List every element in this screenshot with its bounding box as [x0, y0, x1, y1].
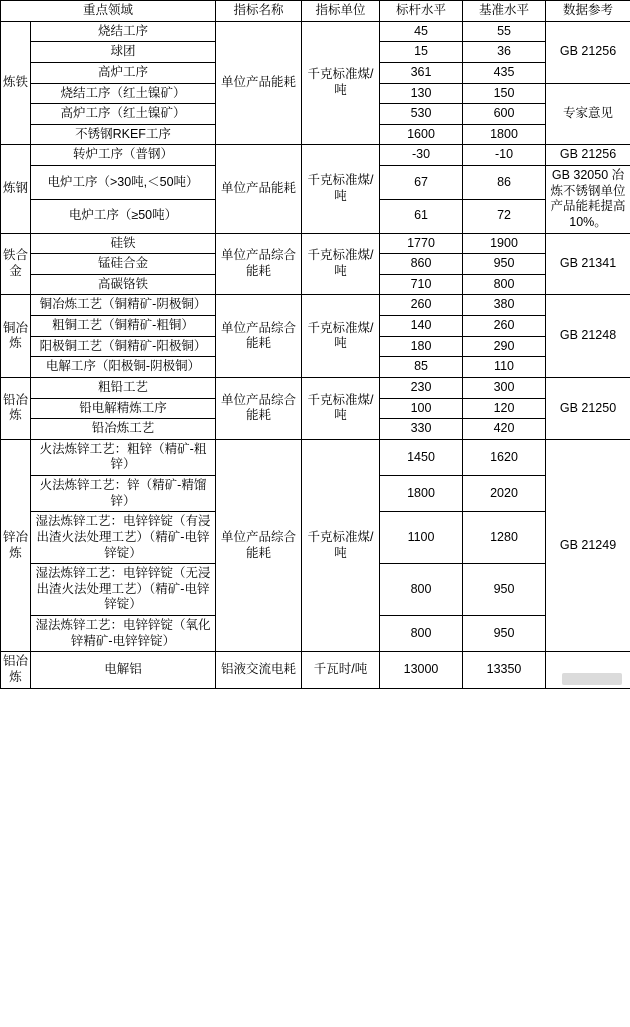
- category-cell: 炼钢: [1, 145, 31, 233]
- field-cell: 粗铅工艺: [31, 377, 216, 398]
- baseline-value-cell: 950: [463, 616, 546, 652]
- reference-cell: GB 21250: [546, 377, 630, 439]
- table-row: [1, 233, 630, 254]
- baseline-value-cell: 2020: [463, 476, 546, 512]
- benchmark-value-cell: 1800: [380, 476, 463, 512]
- field-cell: 电炉工序（>30吨,＜50吨）: [31, 166, 216, 200]
- baseline-value-cell: 86: [463, 166, 546, 200]
- metric-unit-cell: 千克标准煤/吨: [302, 21, 380, 145]
- category-cell: 铁合金: [1, 233, 31, 295]
- benchmark-value-cell: 800: [380, 564, 463, 616]
- field-cell: 高炉工序（红土镍矿）: [31, 104, 216, 125]
- field-cell: 电解工序（阳极铜-阴极铜）: [31, 357, 216, 378]
- reference-cell: GB 21341: [546, 233, 630, 295]
- field-cell: 烧结工序（红土镍矿）: [31, 83, 216, 104]
- benchmark-value-cell: 860: [380, 254, 463, 275]
- header-cell-benchmark: 标杆水平: [380, 1, 463, 22]
- table-row: [1, 652, 630, 688]
- table-row: [1, 21, 630, 42]
- field-cell: 球团: [31, 42, 216, 63]
- reference-cell: GB 32050 冶炼不锈钢单位产品能耗提高10%。: [546, 166, 630, 234]
- category-cell: 铝冶炼: [1, 652, 31, 688]
- field-cell: 火法炼锌工艺：锌（精矿-精馏锌）: [31, 476, 216, 512]
- field-cell: 铅电解精炼工序: [31, 398, 216, 419]
- baseline-value-cell: 950: [463, 564, 546, 616]
- field-cell: 粗铜工艺（铜精矿-粗铜）: [31, 316, 216, 337]
- metric-name-cell: 铝液交流电耗: [216, 652, 302, 688]
- baseline-value-cell: 1800: [463, 124, 546, 145]
- benchmark-value-cell: -30: [380, 145, 463, 166]
- reference-cell: GB 21256: [546, 21, 630, 83]
- field-cell: 湿法炼锌工艺：电锌锌锭（有浸出渣火法处理工艺）（精矿-电锌锌锭）: [31, 512, 216, 564]
- table-row: [1, 145, 630, 166]
- header-cell-baseline: 基准水平: [463, 1, 546, 22]
- header-row: [1, 1, 630, 22]
- baseline-value-cell: 260: [463, 316, 546, 337]
- metric-name-cell: 单位产品综合能耗: [216, 233, 302, 295]
- benchmark-value-cell: 85: [380, 357, 463, 378]
- header-cell-metric-name: 指标名称: [216, 1, 302, 22]
- baseline-value-cell: 600: [463, 104, 546, 125]
- baseline-value-cell: 1620: [463, 439, 546, 475]
- category-cell: 炼铁: [1, 21, 31, 145]
- benchmark-value-cell: 710: [380, 274, 463, 295]
- header-cell-field: 重点领域: [1, 1, 216, 22]
- benchmark-value-cell: 1770: [380, 233, 463, 254]
- benchmark-value-cell: 260: [380, 295, 463, 316]
- field-cell: 湿法炼锌工艺：电锌锌锭（氧化锌精矿-电锌锌锭）: [31, 616, 216, 652]
- field-cell: 硅铁: [31, 233, 216, 254]
- field-cell: 高炉工序: [31, 62, 216, 83]
- benchmark-value-cell: 130: [380, 83, 463, 104]
- metric-unit-cell: 千瓦时/吨: [302, 652, 380, 688]
- watermark: [562, 673, 622, 685]
- benchmark-value-cell: 45: [380, 21, 463, 42]
- baseline-value-cell: 300: [463, 377, 546, 398]
- baseline-value-cell: 72: [463, 199, 546, 233]
- benchmark-value-cell: 180: [380, 336, 463, 357]
- metric-unit-cell: 千克标准煤/吨: [302, 145, 380, 233]
- table-row: [1, 377, 630, 398]
- table-row: [1, 439, 630, 475]
- field-cell: 阳极铜工艺（铜精矿-阳极铜）: [31, 336, 216, 357]
- baseline-value-cell: 55: [463, 21, 546, 42]
- field-cell: 火法炼锌工艺：粗锌（精矿-粗锌）: [31, 439, 216, 475]
- header-cell-metric-unit: 指标单位: [302, 1, 380, 22]
- reference-cell: GB 21248: [546, 295, 630, 378]
- field-cell: 高碳铬铁: [31, 274, 216, 295]
- metric-name-cell: 单位产品能耗: [216, 21, 302, 145]
- reference-cell: 专家意见: [546, 83, 630, 145]
- category-cell: 锌冶炼: [1, 439, 31, 652]
- benchmark-value-cell: 140: [380, 316, 463, 337]
- header-cell-reference: 数据参考: [546, 1, 630, 22]
- benchmark-value-cell: 61: [380, 199, 463, 233]
- field-cell: 锰硅合金: [31, 254, 216, 275]
- baseline-value-cell: 380: [463, 295, 546, 316]
- baseline-value-cell: 36: [463, 42, 546, 63]
- baseline-value-cell: 420: [463, 419, 546, 440]
- baseline-value-cell: 950: [463, 254, 546, 275]
- baseline-value-cell: 435: [463, 62, 546, 83]
- baseline-value-cell: -10: [463, 145, 546, 166]
- field-cell: 铜冶炼工艺（铜精矿-阴极铜）: [31, 295, 216, 316]
- benchmark-value-cell: 15: [380, 42, 463, 63]
- metric-unit-cell: 千克标准煤/吨: [302, 295, 380, 378]
- benchmark-value-cell: 67: [380, 166, 463, 200]
- table-body: [1, 21, 630, 688]
- benchmark-value-cell: 230: [380, 377, 463, 398]
- benchmark-value-cell: 530: [380, 104, 463, 125]
- metric-unit-cell: 千克标准煤/吨: [302, 233, 380, 295]
- benchmark-value-cell: 361: [380, 62, 463, 83]
- field-cell: 铅冶炼工艺: [31, 419, 216, 440]
- field-cell: 电炉工序（≥50吨）: [31, 199, 216, 233]
- benchmark-value-cell: 13000: [380, 652, 463, 688]
- benchmark-value-cell: 100: [380, 398, 463, 419]
- metric-unit-cell: 千克标准煤/吨: [302, 439, 380, 652]
- baseline-value-cell: 290: [463, 336, 546, 357]
- baseline-value-cell: 1900: [463, 233, 546, 254]
- field-cell: 不锈钢RKEF工序: [31, 124, 216, 145]
- baseline-value-cell: 120: [463, 398, 546, 419]
- metric-name-cell: 单位产品综合能耗: [216, 377, 302, 439]
- baseline-value-cell: 110: [463, 357, 546, 378]
- category-cell: 铅冶炼: [1, 377, 31, 439]
- table-header: [1, 1, 630, 22]
- benchmark-value-cell: 1100: [380, 512, 463, 564]
- category-cell: 铜冶炼: [1, 295, 31, 378]
- benchmark-value-cell: 800: [380, 616, 463, 652]
- baseline-value-cell: 800: [463, 274, 546, 295]
- table-row: [1, 295, 630, 316]
- baseline-value-cell: 13350: [463, 652, 546, 688]
- benchmark-value-cell: 330: [380, 419, 463, 440]
- reference-cell: GB 21249: [546, 439, 630, 652]
- field-cell: 转炉工序（普钢）: [31, 145, 216, 166]
- metric-name-cell: 单位产品综合能耗: [216, 439, 302, 652]
- baseline-value-cell: 1280: [463, 512, 546, 564]
- field-cell: 湿法炼锌工艺：电锌锌锭（无浸出渣火法处理工艺）（精矿-电锌锌锭）: [31, 564, 216, 616]
- field-cell: 电解铝: [31, 652, 216, 688]
- metric-name-cell: 单位产品综合能耗: [216, 295, 302, 378]
- reference-cell: GB 21256: [546, 145, 630, 166]
- field-cell: 烧结工序: [31, 21, 216, 42]
- benchmark-value-cell: 1450: [380, 439, 463, 475]
- metric-unit-cell: 千克标准煤/吨: [302, 377, 380, 439]
- baseline-value-cell: 150: [463, 83, 546, 104]
- benchmark-value-cell: 1600: [380, 124, 463, 145]
- metric-name-cell: 单位产品能耗: [216, 145, 302, 233]
